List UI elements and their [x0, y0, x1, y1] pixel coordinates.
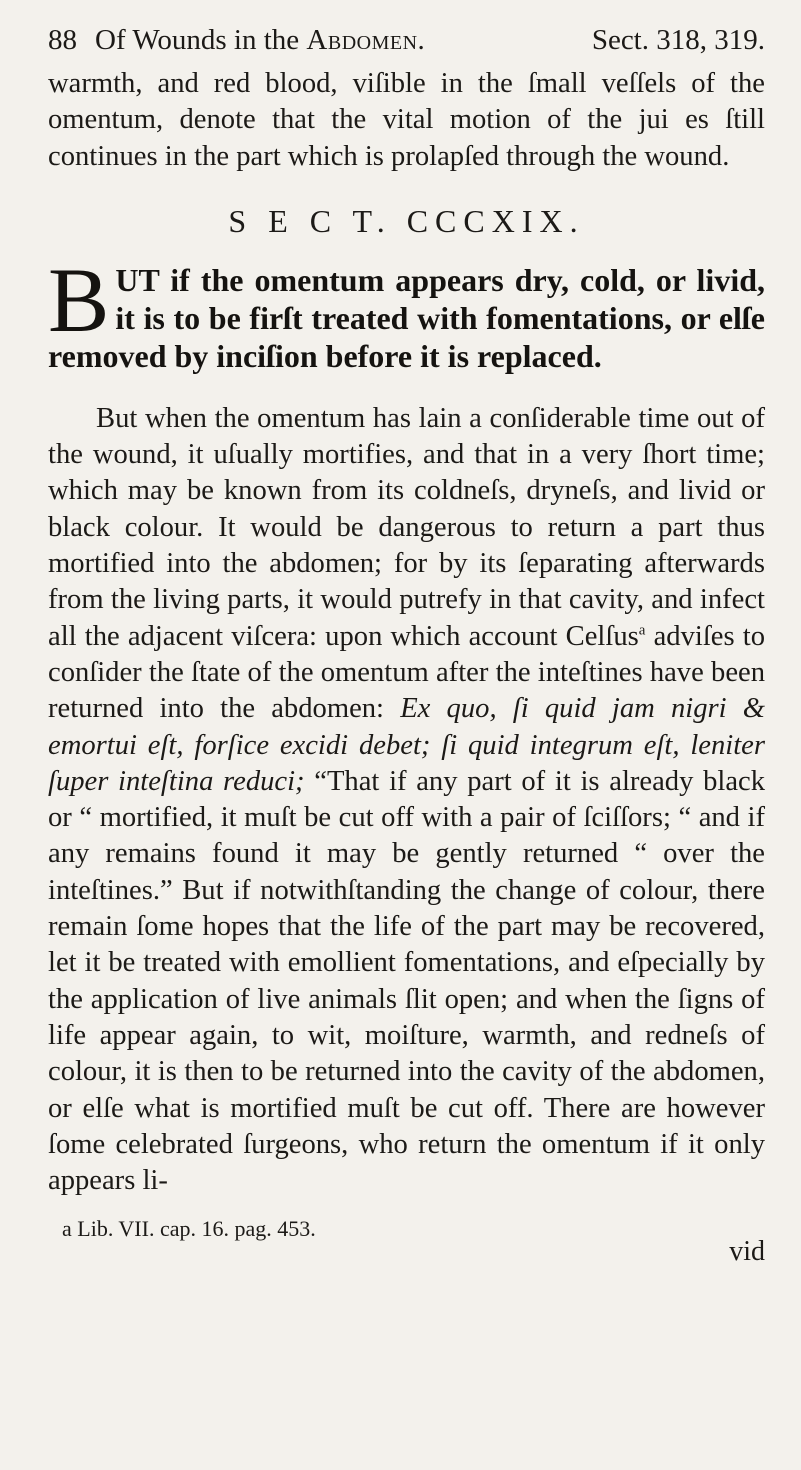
- page-number: 88: [48, 24, 77, 56]
- latin-quotation: Ex quo, ſi quid jam nigri & emortui eſt, forſice excidi debet; ſi quid integrum eſt, leniter ſuper inteſtina reduci;: [48, 693, 765, 797]
- running-title-abdomen: Abdomen.: [306, 24, 426, 56]
- drop-cap: B: [48, 248, 110, 351]
- commentary-part-1: But when the omentum has lain a conſiderable time out of the wound, it uſually mortifies, and that in a very ſhort time; which may be known from its coldneſs, dryneſs, and livid or black colour. It would be dangerous to return a part thus mortified into the abdomen; for by its ſeparating afterwards from the living parts, it would putrefy in that cavity, and infect all the adjacent viſcera: upon which account Celſus: [48, 402, 765, 652]
- aphorism-paragraph: [48, 248, 765, 375]
- commentary-part-3: “That if any part of it is already black or “ mortified, it muſt be cut off with a pair of ſciſſors; “ and if any remains found it may be gently returned “ over the inteſtines.” But if notwithſtanding the change of colour, there remain ſome hopes that the life of the part may be recovered, let it be treated with emollient fomentations, and eſpecially by the application of live animals ſlit open; and when the ſigns of life appear again, to wit, moiſture, warmth, and redneſs of colour, it is then to be returned into the cavity of the abdomen, or elſe what is mortified muſt be cut off. There are however ſome celebrated ſurgeons, who return the omentum if it only appears li-: [48, 765, 766, 1197]
- aphorism-text: UT if the omentum appears dry, cold, or livid, it is to be firſt treated with fomentations, or elſe removed by inciſion before it is replaced.: [48, 261, 765, 374]
- section-heading: S E C T. CCCXIX.: [228, 202, 585, 239]
- commentary-paragraph: [48, 401, 765, 1200]
- commentary-part-2: adviſes to conſider the ſtate of the omentum after the inteſtines have been returned into the abdomen:: [48, 620, 766, 725]
- footnote: a Lib. VII. cap. 16. pag. 453.: [62, 1216, 316, 1242]
- catchword: vid: [729, 1236, 765, 1268]
- running-head: [48, 18, 765, 62]
- carryover-paragraph: warmth, and red blood, viſible in the ſmall veſſels of the omentum, denote that the vital motion of the jui es ſtill continues in the part which is prolapſed through the wound.: [48, 68, 765, 172]
- running-title: [95, 18, 592, 62]
- running-title-prefix: Of Wounds in the: [95, 24, 300, 56]
- footnote-reference: a: [638, 622, 646, 639]
- section-reference: Sect. 318, 319.: [591, 24, 765, 56]
